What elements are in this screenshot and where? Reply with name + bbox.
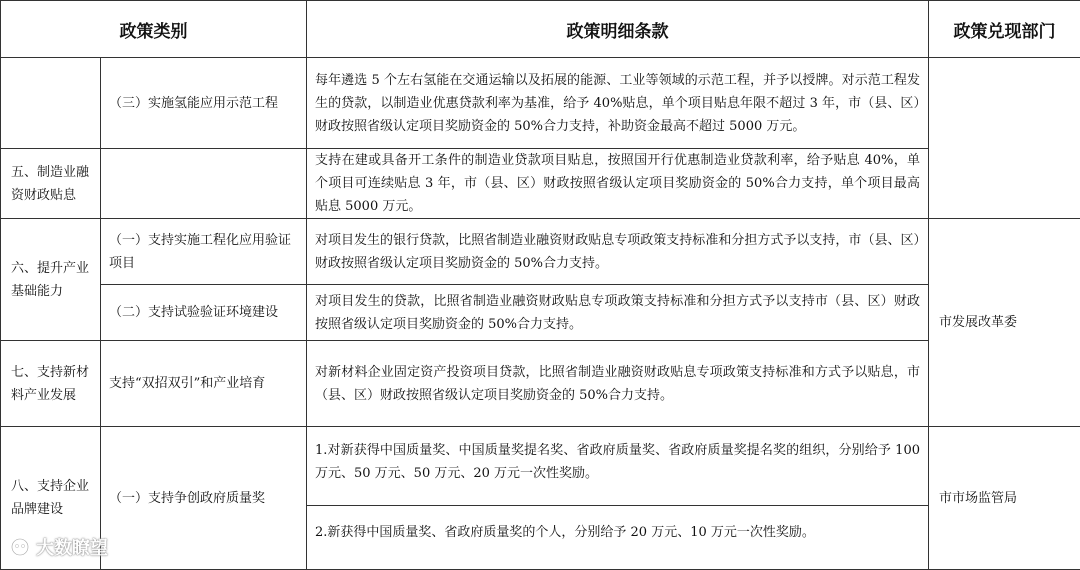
- detail-item-2: 2.新获得中国质量奖、省政府质量奖的个人，分别给予 20 万元、10 万元一次性奖励。: [315, 521, 920, 544]
- table-row: [1, 219, 1080, 285]
- detail-cell: 对新材料企业固定资产投资项目贷款，比照省制造业融资财政贴息专项政策支持标准和方式予以贴息，市（县、区）财政按照省级认定项目奖励资金的 50%合力支持。: [307, 341, 929, 427]
- category-cell-empty: [1, 58, 101, 149]
- subcategory-cell: （一）支持争创政府质量奖: [101, 427, 307, 570]
- detail-cell: 对项目发生的贷款，比照省制造业融资财政贴息专项政策支持标准和分担方式予以支持市（县、区）财政按照省级认定项目奖励资金的 50%合力支持。: [307, 285, 929, 341]
- category-cell: 六、提升产业基础能力: [1, 219, 101, 341]
- header-row: [1, 1, 1080, 58]
- detail-cell: 支持在建或具备开工条件的制造业贷款项目贴息，按照国开行优惠制造业贷款利率，给予贴息 40%，单个项目可连续贴息 3 年，市（县、区）财政按照省级认定项目奖励资金的 50%合力支持，单个项目最高贴息 5000 万元。: [307, 149, 929, 219]
- subcategory-cell: 支持“双招双引”和产业培育: [101, 341, 307, 427]
- dept-cell: 市市场监管局: [929, 427, 1080, 570]
- detail-cell-split: [307, 427, 929, 570]
- detail-divider: [307, 505, 928, 506]
- subcategory-cell: （一）支持实施工程化应用验证项目: [101, 219, 307, 285]
- subcategory-cell: （三）实施氢能应用示范工程: [101, 58, 307, 149]
- table-row: [1, 427, 1080, 570]
- watermark: [10, 534, 108, 560]
- table-row: [1, 285, 1080, 341]
- header-dept: 政策兑现部门: [929, 1, 1080, 58]
- detail-cell: 对项目发生的银行贷款，比照省制造业融资财政贴息专项政策支持标准和分担方式予以支持，市（县、区）财政按照省级认定项目奖励资金的 50%合力支持。: [307, 219, 929, 285]
- category-cell: 五、制造业融资财政贴息: [1, 149, 101, 219]
- header-detail: 政策明细条款: [307, 1, 929, 58]
- dept-cell: 市发展改革委: [929, 219, 1080, 427]
- table-row: [1, 58, 1080, 149]
- table-row: [1, 341, 1080, 427]
- category-cell: 八、支持企业品牌建设: [1, 427, 101, 570]
- detail-item-1: 1.对新获得中国质量奖、中国质量奖提名奖、省政府质量奖、省政府质量奖提名奖的组织，分别给予 100 万元、50 万元、50 万元、20 万元一次性奖励。: [315, 439, 920, 485]
- detail-cell: 每年遴选 5 个左右氢能在交通运输以及拓展的能源、工业等领域的示范工程，并予以授牌。对示范工程发生的贷款，以制造业优惠贷款利率为基准，给予 40%贴息，单个项目贴息年限不超过 3 年，市（县、区）财政按照省级认定项目奖励资金的 50%合力支持，补助资金最高不超过 5000 万元。: [307, 58, 929, 149]
- category-cell: 七、支持新材料产业发展: [1, 341, 101, 427]
- watermark-text: 大数瞭望: [36, 534, 108, 560]
- watermark-logo-icon: [10, 537, 30, 557]
- dept-cell-empty: [929, 58, 1080, 219]
- subcategory-cell: [101, 149, 307, 219]
- header-category: 政策类别: [1, 1, 307, 58]
- subcategory-cell: （二）支持试验验证环境建设: [101, 285, 307, 341]
- table-row: [1, 149, 1080, 219]
